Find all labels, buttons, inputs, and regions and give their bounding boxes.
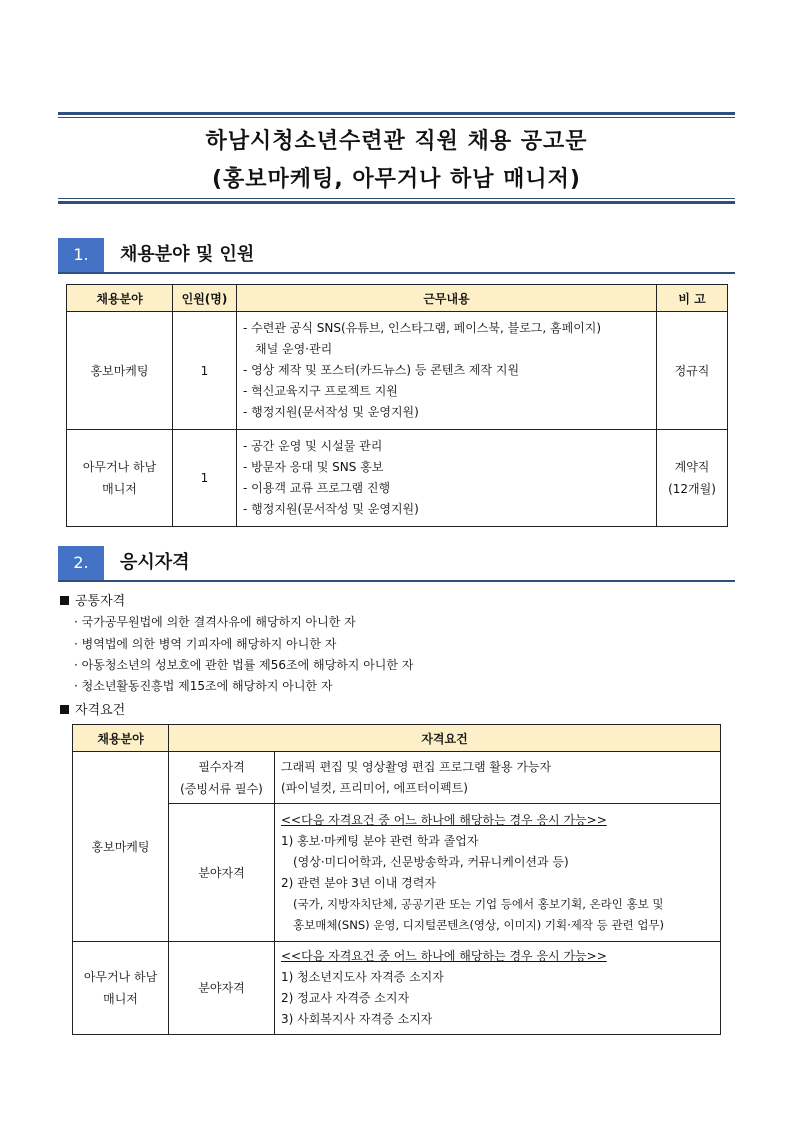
list-item: · 청소년활동진흥법 제15조에 해당하지 아니한 자 bbox=[74, 679, 333, 693]
condition-item: (국가, 지방자치단체, 공공기관 또는 기업 등에서 홍보기획, 온라인 홍보 및 bbox=[293, 896, 664, 911]
req-marketing-field-content bbox=[275, 804, 721, 942]
row1-duties bbox=[237, 312, 657, 430]
row1-field: 홍보마케팅 bbox=[67, 312, 173, 430]
page-title-line1: 하남시청소년수련관 직원 채용 공고문 bbox=[205, 129, 588, 154]
table-row bbox=[67, 312, 728, 430]
row2-field-line1: 아무거나 하남 bbox=[82, 460, 157, 474]
manager-field-line2: 매니저 bbox=[103, 992, 138, 1006]
condition-note: <<다음 자격요건 중 어느 하나에 해당하는 경우 응시 가능>> bbox=[281, 949, 607, 963]
condition-item: 1) 청소년지도사 자격증 소지자 bbox=[281, 970, 444, 984]
section1-title: 채용분야 및 인원 bbox=[120, 244, 255, 265]
condition-item: 2) 정교사 자격증 소지자 bbox=[281, 991, 410, 1005]
duty-item: - 혁신교육지구 프로젝트 지원 bbox=[243, 384, 398, 398]
positions-table-header bbox=[67, 285, 728, 312]
row2-note-line1: 계약직 bbox=[674, 460, 710, 474]
manager-field-line1: 아무거나 하남 bbox=[83, 970, 158, 984]
list-item: · 병역법에 의한 병역 기피자에 해당하지 아니한 자 bbox=[74, 637, 337, 651]
section1-number: 1. bbox=[58, 238, 104, 272]
row2-note-line2: (12개월) bbox=[668, 482, 716, 496]
title-rule-top-thin bbox=[58, 117, 735, 118]
req-manager-field-label: 분야자격 bbox=[169, 942, 275, 1035]
header-field: 채용분야 bbox=[67, 285, 173, 312]
req-header-requirements: 자격요건 bbox=[169, 725, 721, 752]
required-line1: 그래픽 편집 및 영상촬영 편집 프로그램 활용 가능자 bbox=[281, 759, 552, 774]
req-manager-field bbox=[73, 942, 169, 1035]
duty-item: - 수련관 공식 SNS(유튜브, 인스타그램, 페이스북, 블로그, 홈페이지) bbox=[243, 321, 602, 335]
table-row bbox=[73, 804, 721, 942]
title-rule-bottom-thick bbox=[58, 201, 735, 204]
list-item: · 국가공무원법에 의한 결격사유에 해당하지 아니한 자 bbox=[74, 615, 356, 629]
duty-item: - 행정지원(문서작성 및 운영지원) bbox=[243, 405, 419, 419]
req-marketing-field: 홍보마케팅 bbox=[73, 752, 169, 942]
requirements-table bbox=[72, 724, 721, 1035]
title-rule-bottom-thin bbox=[58, 198, 735, 199]
req-marketing-required-content bbox=[275, 752, 721, 804]
requirements-title: 자격요건 bbox=[75, 703, 126, 718]
section2-underline bbox=[58, 580, 735, 582]
row1-count: 1 bbox=[173, 312, 237, 430]
duty-item: 채널 운영·관리 bbox=[255, 342, 333, 356]
table-row bbox=[73, 942, 721, 1035]
condition-item: 3) 사회복지사 자격증 소지자 bbox=[281, 1012, 433, 1026]
common-qualification-heading bbox=[60, 590, 125, 609]
condition-item: (영상·미디어학과, 신문방송학과, 커뮤니케이션과 등) bbox=[293, 854, 569, 869]
duty-item: - 영상 제작 및 포스터(카드뉴스) 등 콘텐츠 제작 지원 bbox=[243, 363, 520, 377]
required-line2: (파이널컷, 프리미어, 에프터이펙트) bbox=[281, 780, 468, 795]
section2-title: 응시자격 bbox=[120, 552, 190, 573]
duty-item: - 행정지원(문서작성 및 운영지원) bbox=[243, 502, 419, 516]
req-header-field: 채용분야 bbox=[73, 725, 169, 752]
row2-note bbox=[657, 430, 728, 527]
title-rule-top-thick bbox=[58, 112, 735, 115]
row1-note: 정규직 bbox=[657, 312, 728, 430]
req-marketing-required-label bbox=[169, 752, 275, 804]
square-bullet-icon bbox=[60, 596, 69, 605]
page-title-line2: (홍보마케팅, 아무거나 하남 매니저) bbox=[212, 167, 581, 192]
condition-item: 1) 홍보·마케팅 분야 관련 학과 졸업자 bbox=[281, 833, 479, 848]
common-qualification-title: 공통자격 bbox=[75, 594, 126, 609]
square-bullet-icon bbox=[60, 705, 69, 714]
row2-field bbox=[67, 430, 173, 527]
row2-field-line2: 매니저 bbox=[102, 482, 137, 496]
section1-underline bbox=[58, 272, 735, 274]
header-count: 인원(명) bbox=[173, 285, 237, 312]
duty-item: - 이용객 교류 프로그램 진행 bbox=[243, 481, 391, 495]
header-note: 비 고 bbox=[657, 285, 728, 312]
list-item: · 아동청소년의 성보호에 관한 법률 제56조에 해당하지 아니한 자 bbox=[74, 658, 414, 672]
required-label-line2: (증빙서류 필수) bbox=[180, 781, 263, 796]
positions-table bbox=[66, 284, 728, 527]
condition-note: <<다음 자격요건 중 어느 하나에 해당하는 경우 응시 가능>> bbox=[281, 812, 607, 827]
requirements-table-header bbox=[73, 725, 721, 752]
duty-item: - 공간 운영 및 시설물 관리 bbox=[243, 439, 383, 453]
required-label-line1: 필수자격 bbox=[198, 759, 245, 774]
condition-item: 2) 관련 분야 3년 이내 경력자 bbox=[281, 875, 436, 890]
req-marketing-field-label: 분야자격 bbox=[169, 804, 275, 942]
table-row bbox=[67, 430, 728, 527]
header-duties: 근무내용 bbox=[237, 285, 657, 312]
section2-number: 2. bbox=[58, 546, 104, 580]
requirements-heading bbox=[60, 699, 125, 718]
duty-item: - 방문자 응대 및 SNS 홍보 bbox=[243, 460, 384, 474]
row2-duties bbox=[237, 430, 657, 527]
row2-count: 1 bbox=[173, 430, 237, 527]
condition-item: 홍보매체(SNS) 운영, 디지털콘텐츠(영상, 이미지) 기획·제작 등 관련 업무) bbox=[293, 917, 665, 932]
table-row bbox=[73, 752, 721, 804]
req-manager-content bbox=[275, 942, 721, 1035]
